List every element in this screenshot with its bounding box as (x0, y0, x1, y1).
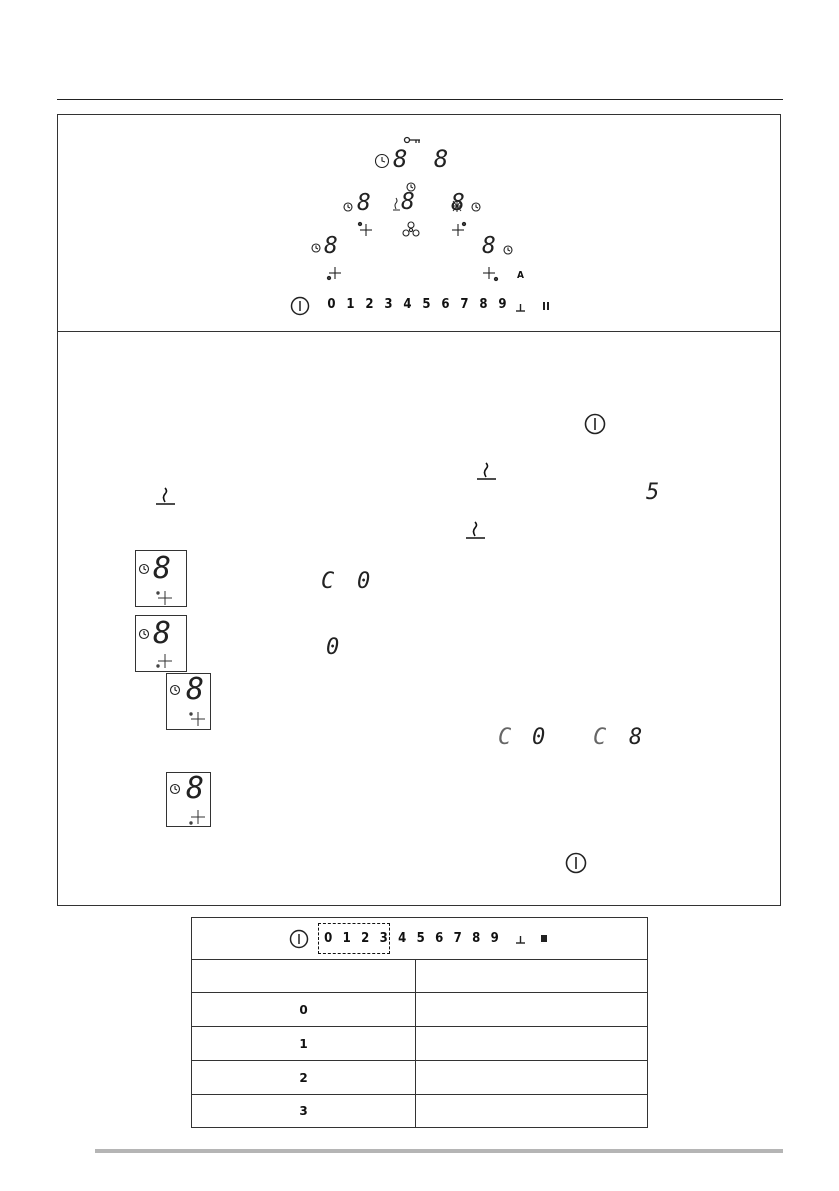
table-row (192, 1027, 648, 1061)
table-level-1: 1 (342, 931, 351, 946)
main-timer-display: 8 8 (393, 145, 455, 173)
table-header-cell (192, 918, 648, 960)
front-right-zone-display: 8 (482, 233, 496, 259)
hood-function-icon (156, 463, 496, 538)
mini-zone-digit-1: 8 (153, 551, 172, 586)
fan-icon (403, 222, 419, 236)
lock-key-icon (405, 138, 421, 144)
table-cell (416, 993, 648, 1027)
table-level-4: 4 (398, 931, 407, 946)
power-level-2[interactable]: 2 (365, 297, 374, 312)
table-stop-icon (541, 935, 547, 942)
levels-table (191, 917, 648, 1128)
table-power-scale (319, 931, 504, 946)
power-icon (586, 415, 605, 434)
hood-heat-icon (393, 198, 400, 210)
table-level-8: 8 (472, 931, 481, 946)
sample-digit-c1: C (321, 569, 335, 594)
table-cell (192, 960, 416, 993)
rear-left-zone-display: 8 (357, 190, 371, 216)
power-level-3[interactable]: 3 (384, 297, 393, 312)
timer-clock-icon (376, 155, 389, 168)
power-level-7[interactable]: 7 (460, 297, 469, 312)
footer-bar (95, 1149, 783, 1153)
power-level-5[interactable]: 5 (422, 297, 431, 312)
sample-digit-c2: C (498, 725, 512, 750)
mini-zone-panel-1 (135, 550, 187, 607)
power-level-4[interactable]: 4 (403, 297, 412, 312)
power-level-1[interactable]: 1 (346, 297, 355, 312)
sample-digit-0b: 0 (326, 635, 340, 660)
boost-icon (516, 304, 525, 311)
rear-right-zone-display: 8 (451, 190, 465, 216)
control-panel-diagram (57, 114, 781, 332)
table-cell-level: 2 (192, 1061, 416, 1095)
sample-digit-c3: C (593, 725, 607, 750)
pause-icon (543, 302, 549, 310)
header-rule (57, 99, 783, 100)
mini-zone-digit-3: 8 (186, 672, 205, 707)
mini-zone-panel-4 (166, 772, 211, 827)
power-level-6[interactable]: 6 (441, 297, 450, 312)
table-cell (416, 1027, 648, 1061)
power-icon-bottom (567, 854, 586, 873)
table-cell (416, 960, 648, 993)
mini-zone-panel-2 (135, 615, 187, 672)
front-left-zone-display: 8 (324, 233, 338, 259)
table-cell-level: 1 (192, 1027, 416, 1061)
mini-zone-digit-4: 8 (186, 771, 205, 806)
table-level-6: 6 (435, 931, 444, 946)
table-cell (416, 1095, 648, 1128)
sample-digit-s: 5 (646, 480, 660, 505)
table-row (192, 993, 648, 1027)
table-level-0: 0 (324, 931, 333, 946)
power-level-9[interactable]: 9 (498, 297, 507, 312)
instructions-panel (57, 331, 781, 906)
table-cell-level: 0 (192, 993, 416, 1027)
power-scale (322, 297, 512, 312)
table-power-icon (291, 931, 308, 948)
mini-zone-digit-2: 8 (153, 616, 172, 651)
power-level-8[interactable]: 8 (479, 297, 488, 312)
center-zone-display: 8 (401, 189, 415, 215)
sample-digit-0c: 0 (532, 725, 546, 750)
sample-digit-8: 8 (629, 725, 643, 750)
table-cell-level: 3 (192, 1095, 416, 1128)
table-header-row (192, 918, 648, 960)
power-button-icon (292, 298, 309, 315)
table-cell (416, 1061, 648, 1095)
table-level-5: 5 (416, 931, 425, 946)
table-row (192, 960, 648, 993)
table-level-7: 7 (453, 931, 462, 946)
table-boost-icon (516, 936, 525, 943)
mini-zone-panel-3 (166, 673, 211, 730)
table-row (192, 1061, 648, 1095)
hood-auto-label: A (517, 270, 524, 281)
table-level-2: 2 (361, 931, 370, 946)
table-level-9: 9 (490, 931, 499, 946)
power-level-0[interactable]: 0 (327, 297, 336, 312)
table-row (192, 1095, 648, 1128)
table-level-3: 3 (379, 931, 388, 946)
sample-digit-0a: 0 (357, 569, 371, 594)
